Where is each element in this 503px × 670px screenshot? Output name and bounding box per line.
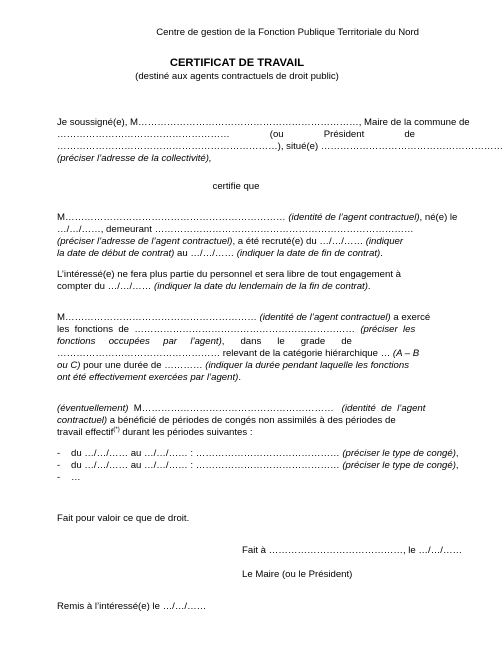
intro-de: de xyxy=(404,129,415,140)
leave-optional: (éventuellement) xyxy=(57,403,129,414)
leave-item-dates: du …/…/…… au …/…/…… : ……………………………………… xyxy=(71,460,343,471)
leave-line-1 xyxy=(57,403,426,415)
functions-occupied-note: fonctions occupées par l’agent) xyxy=(57,336,222,347)
document-subtitle: (destiné aux agents contractuels de droit public) xyxy=(135,71,339,82)
intro-president: Président xyxy=(323,129,365,140)
agent-line-4 xyxy=(57,248,415,260)
leave-item xyxy=(57,460,459,472)
functions-category: …………………………………………… relevant de la catégorie hiérarchique … xyxy=(57,348,393,359)
functions-identity-note: (identité de l’agent contractuel) xyxy=(259,312,391,323)
functions-grade: , dans le grade de xyxy=(221,336,352,347)
list-bullet: - xyxy=(57,460,61,471)
agent-until: au …/…/…… xyxy=(174,248,237,259)
leave-item-end: , xyxy=(455,448,459,459)
release-date: compter du …/…/…… xyxy=(57,281,155,292)
footnote-marker: (*) xyxy=(113,426,120,433)
leave-item-note: (préciser le type de congé) xyxy=(342,460,456,471)
functions-line-5 xyxy=(57,360,415,372)
functions-line-2 xyxy=(57,324,415,336)
leave-name-blank: M…………………………………………………… xyxy=(128,403,342,414)
signatory: Le Maire (ou le Président) xyxy=(242,569,353,580)
organization-header: Centre de gestion de la Fonction Publique Territoriale du Nord xyxy=(156,27,419,38)
intro-line-4: (préciser l’adresse de la collectivité), xyxy=(57,153,212,164)
agent-identity-note: (identité de l’agent contractuel) xyxy=(288,212,420,223)
leave-item-dates: du …/…/…… au …/…/…… : ……………………………………… xyxy=(71,448,343,459)
leave-item-note: (préciser le type de congé) xyxy=(342,448,456,459)
agent-born: , né(e) le xyxy=(419,212,458,223)
release-line-2 xyxy=(57,281,415,293)
closing-statement: Fait pour valoir ce que de droit. xyxy=(57,513,190,524)
functions-orc: ou C) xyxy=(57,360,81,371)
agent-indicate: (indiquer xyxy=(365,236,404,247)
leave-benefit: a bénéficié de périodes de congés non assimilés à des périodes de xyxy=(107,415,396,426)
functions-line-3 xyxy=(57,336,415,348)
functions-line-1 xyxy=(57,312,431,324)
certifie-que: certifie que xyxy=(212,181,260,192)
agent-start-note: la date de début de contrat) xyxy=(57,248,175,259)
functions-name-blank: M…………………………………………………… xyxy=(57,312,260,323)
functions-exerce: a exercé xyxy=(390,312,431,323)
leave-item-dates: … xyxy=(71,472,81,483)
functions-abc: (A – B xyxy=(392,348,420,359)
functions-duration: pour une durée de ………… xyxy=(80,360,206,371)
functions-de: les fonctions de …………………………………………………………… xyxy=(57,324,361,335)
agent-end-note: (indiquer la date de fin de contrat) xyxy=(236,248,381,259)
leave-line-3 xyxy=(57,427,415,439)
release-line-1: L’intéressé(e) ne fera plus partie du personnel et sera libre de tout engagement à xyxy=(57,269,401,280)
release-note: (indiquer la date du lendemain de la fin de contrat) xyxy=(154,281,368,292)
functions-exercised-note: ont été effectivement exercées par l’agent) xyxy=(57,372,239,383)
handed-to-line: Remis à l’intéressé(e) le …/…/…… xyxy=(57,601,207,612)
leave-item xyxy=(57,448,459,460)
leave-item-end: , xyxy=(455,460,459,471)
functions-line-6 xyxy=(57,372,415,384)
intro-line-2 xyxy=(57,129,415,141)
leave-contractuel: contractuel) xyxy=(57,415,108,426)
functions-duration-note: (indiquer la durée pendant laquelle les fonctions xyxy=(205,360,410,371)
intro-line-1: Je soussigné(e), M……………………………………………………………, Maire de la commune de xyxy=(57,117,470,128)
leave-line-2 xyxy=(57,415,415,427)
leave-identity-note: (identité de l’agent xyxy=(341,403,426,414)
intro-blank: ……………………………………………… xyxy=(57,129,230,140)
list-bullet: - xyxy=(57,448,61,459)
list-bullet: - xyxy=(57,472,61,483)
intro-ou: (ou xyxy=(269,129,284,140)
agent-period: . xyxy=(380,248,383,259)
agent-recruited: , a été recruté(e) du …/…/…… xyxy=(232,236,366,247)
document-title: CERTIFICAT DE TRAVAIL xyxy=(169,57,305,69)
agent-line-2: …/…/……, demeurant ……………………………………………………………………… xyxy=(57,224,414,235)
agent-address-note: (préciser l’adresse de l’agent contractuel) xyxy=(57,236,233,247)
functions-period: . xyxy=(238,372,241,383)
leave-effective: travail effectif xyxy=(57,427,114,438)
agent-line-1 xyxy=(57,212,458,224)
leave-periods: durant les périodes suivantes : xyxy=(119,427,253,438)
release-period: . xyxy=(367,281,371,292)
place-date-line: Fait à ……………………………………, le …/…/…… xyxy=(242,545,463,556)
agent-name-blank: M…………………………………………………………… xyxy=(57,212,289,223)
intro-line-3: ……………………………………………………………), situé(e) ………………………………………………… xyxy=(57,141,503,152)
functions-preciser: (préciser les xyxy=(360,324,416,335)
functions-line-4 xyxy=(57,348,420,360)
leave-item xyxy=(57,472,415,484)
agent-line-3 xyxy=(57,236,415,248)
